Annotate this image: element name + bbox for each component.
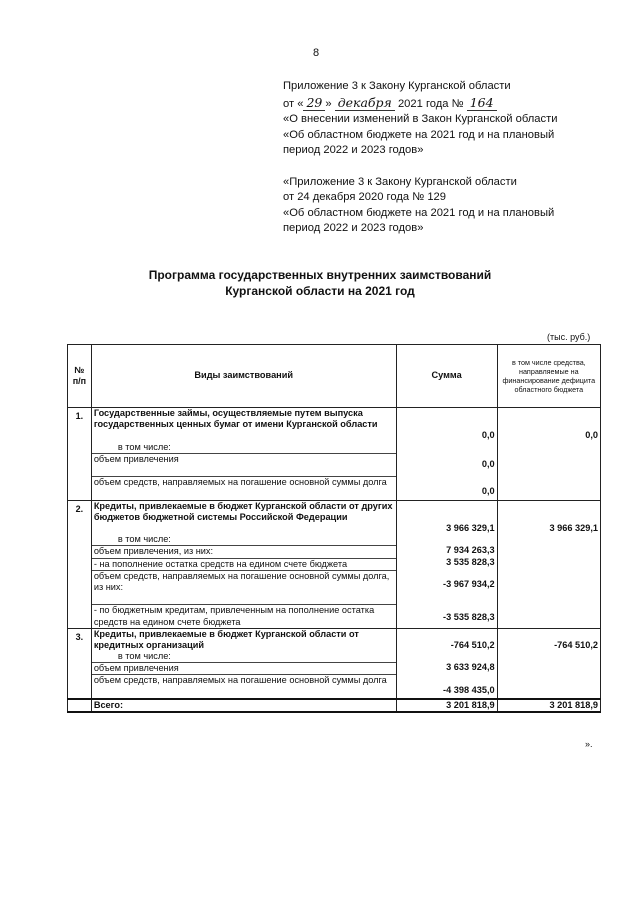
row-number: 2.: [68, 500, 92, 628]
item-repayment-subitem: - по бюджетным кредитам, привлеченным на пополнение остатка средств на едином счете бюджета: [92, 604, 396, 627]
total-label: [91, 699, 396, 712]
total-sum: [396, 699, 497, 712]
row-description: [91, 628, 396, 699]
table-row: [68, 500, 601, 628]
header-line-6: «Приложение 3 к Закону Курганской области: [283, 175, 517, 188]
table-row: [68, 628, 601, 699]
total-deficit: [497, 699, 600, 712]
row-deficit: [497, 500, 600, 628]
item-attraction: объем привлечения: [92, 453, 396, 476]
item-repayment: объем средств, направляемых на погашение основной суммы долга: [92, 476, 396, 499]
row-title: Государственные займы, осуществляемые путем выпуска государственных ценных бумаг от имени Курганской области: [93, 408, 378, 430]
table-header-row: [68, 345, 601, 408]
row-description: [91, 408, 396, 501]
title-sum: -764 510,2: [450, 639, 495, 650]
including-label: в том числе:: [117, 441, 171, 452]
including-label: в том числе:: [117, 534, 171, 545]
title-deficit: -764 510,2: [554, 639, 598, 650]
header-date-prefix: от «: [283, 97, 304, 110]
document-title: [0, 267, 640, 299]
total-deficit-value: 3 201 818,9: [549, 699, 598, 710]
title-deficit: 0,0: [585, 430, 598, 441]
header-line-8: «Об областном бюджете на 2021 год и на плановый: [283, 206, 555, 219]
title-sum: 3 966 329,1: [446, 522, 495, 533]
original-appendix-reference: [283, 175, 558, 237]
row-number: 1.: [68, 408, 92, 501]
units-label: (тыс. руб.): [547, 332, 591, 342]
borrowing-program-table: [67, 344, 601, 713]
header-line-5: период 2022 и 2023 годов»: [283, 144, 424, 156]
repayment-subitem-sum: -3 535 828,3: [443, 612, 495, 623]
item-attraction: объем привлечения, из них:: [92, 545, 396, 557]
header-number-line2: п/п: [72, 376, 87, 386]
header-year-text: 2021 года №: [397, 97, 464, 110]
header-line-1: Приложение 3 к Закону Курганской области: [283, 80, 511, 92]
repayment-sum: -3 967 934,2: [443, 578, 495, 589]
header-number-line1: №: [74, 364, 85, 375]
row-number: 3.: [68, 628, 92, 699]
row-sums: [396, 500, 497, 628]
row-sums: [396, 628, 497, 699]
item-repayment: объем средств, направляемых на погашение основной суммы долга, из них:: [92, 570, 396, 605]
item-attraction-subitem: - на пополнение остатка средств на едином счете бюджета: [92, 558, 396, 570]
row-deficit: [497, 628, 600, 699]
attraction-subitem-sum: 3 535 828,3: [446, 556, 495, 567]
header-line-2: [283, 95, 558, 113]
header-line-9: период 2022 и 2023 годов»: [283, 222, 424, 234]
header-date-quote: »: [325, 97, 332, 110]
handwritten-law-number: 164: [467, 95, 497, 111]
row-sums: [396, 408, 497, 501]
title-line-2: Курганской области на 2021 год: [225, 284, 415, 298]
repayment-sum: 0,0: [481, 486, 495, 497]
handwritten-day: 29: [303, 95, 325, 111]
item-attraction: объем привлечения: [92, 662, 396, 674]
header-line-4: «Об областном бюджете на 2021 год и на плановый: [283, 128, 555, 141]
header-line-7: от 24 декабря 2020 года № 129: [283, 191, 446, 203]
total-row: [68, 699, 601, 712]
row-title: Кредиты, привлекаемые в бюджет Курганской области от других бюджетов бюджетной системы Российской Федерации: [93, 500, 393, 522]
closing-quote-mark: ».: [585, 739, 593, 749]
appendix-header: [283, 79, 558, 237]
title-line-1: Программа государственных внутренних заимствований: [148, 268, 492, 282]
header-deficit-financing: в том числе средства, направляемые на финансирование дефицита областного бюджета: [497, 345, 600, 408]
attraction-sum: 3 633 924,8: [446, 662, 495, 673]
handwritten-month: декабря: [335, 95, 395, 111]
page-number: 8: [313, 47, 320, 59]
item-repayment: объем средств, направляемых на погашение основной суммы долга: [92, 674, 396, 697]
row-title: Кредиты, привлекаемые в бюджет Курганской области от кредитных организаций: [93, 628, 359, 650]
header-sum: Сумма: [396, 345, 497, 408]
table-row: [68, 408, 601, 501]
repayment-sum: -4 398 435,0: [443, 684, 495, 695]
header-line-3: «О внесении изменений в Закон Курганской области: [283, 113, 558, 125]
attraction-sum: 0,0: [481, 458, 495, 469]
header-borrowing-types: Виды заимствований: [91, 345, 396, 408]
header-number: [68, 345, 92, 408]
total-sum-value: 3 201 818,9: [446, 699, 495, 710]
including-label: в том числе:: [117, 651, 171, 662]
attraction-sum: 7 934 263,3: [446, 545, 495, 556]
total-number-cell: [68, 699, 92, 712]
total-label-text: Всего:: [93, 699, 124, 710]
title-sum: 0,0: [481, 430, 495, 441]
row-description: [91, 500, 396, 628]
row-deficit: [497, 408, 600, 501]
title-deficit: 3 966 329,1: [549, 522, 598, 533]
